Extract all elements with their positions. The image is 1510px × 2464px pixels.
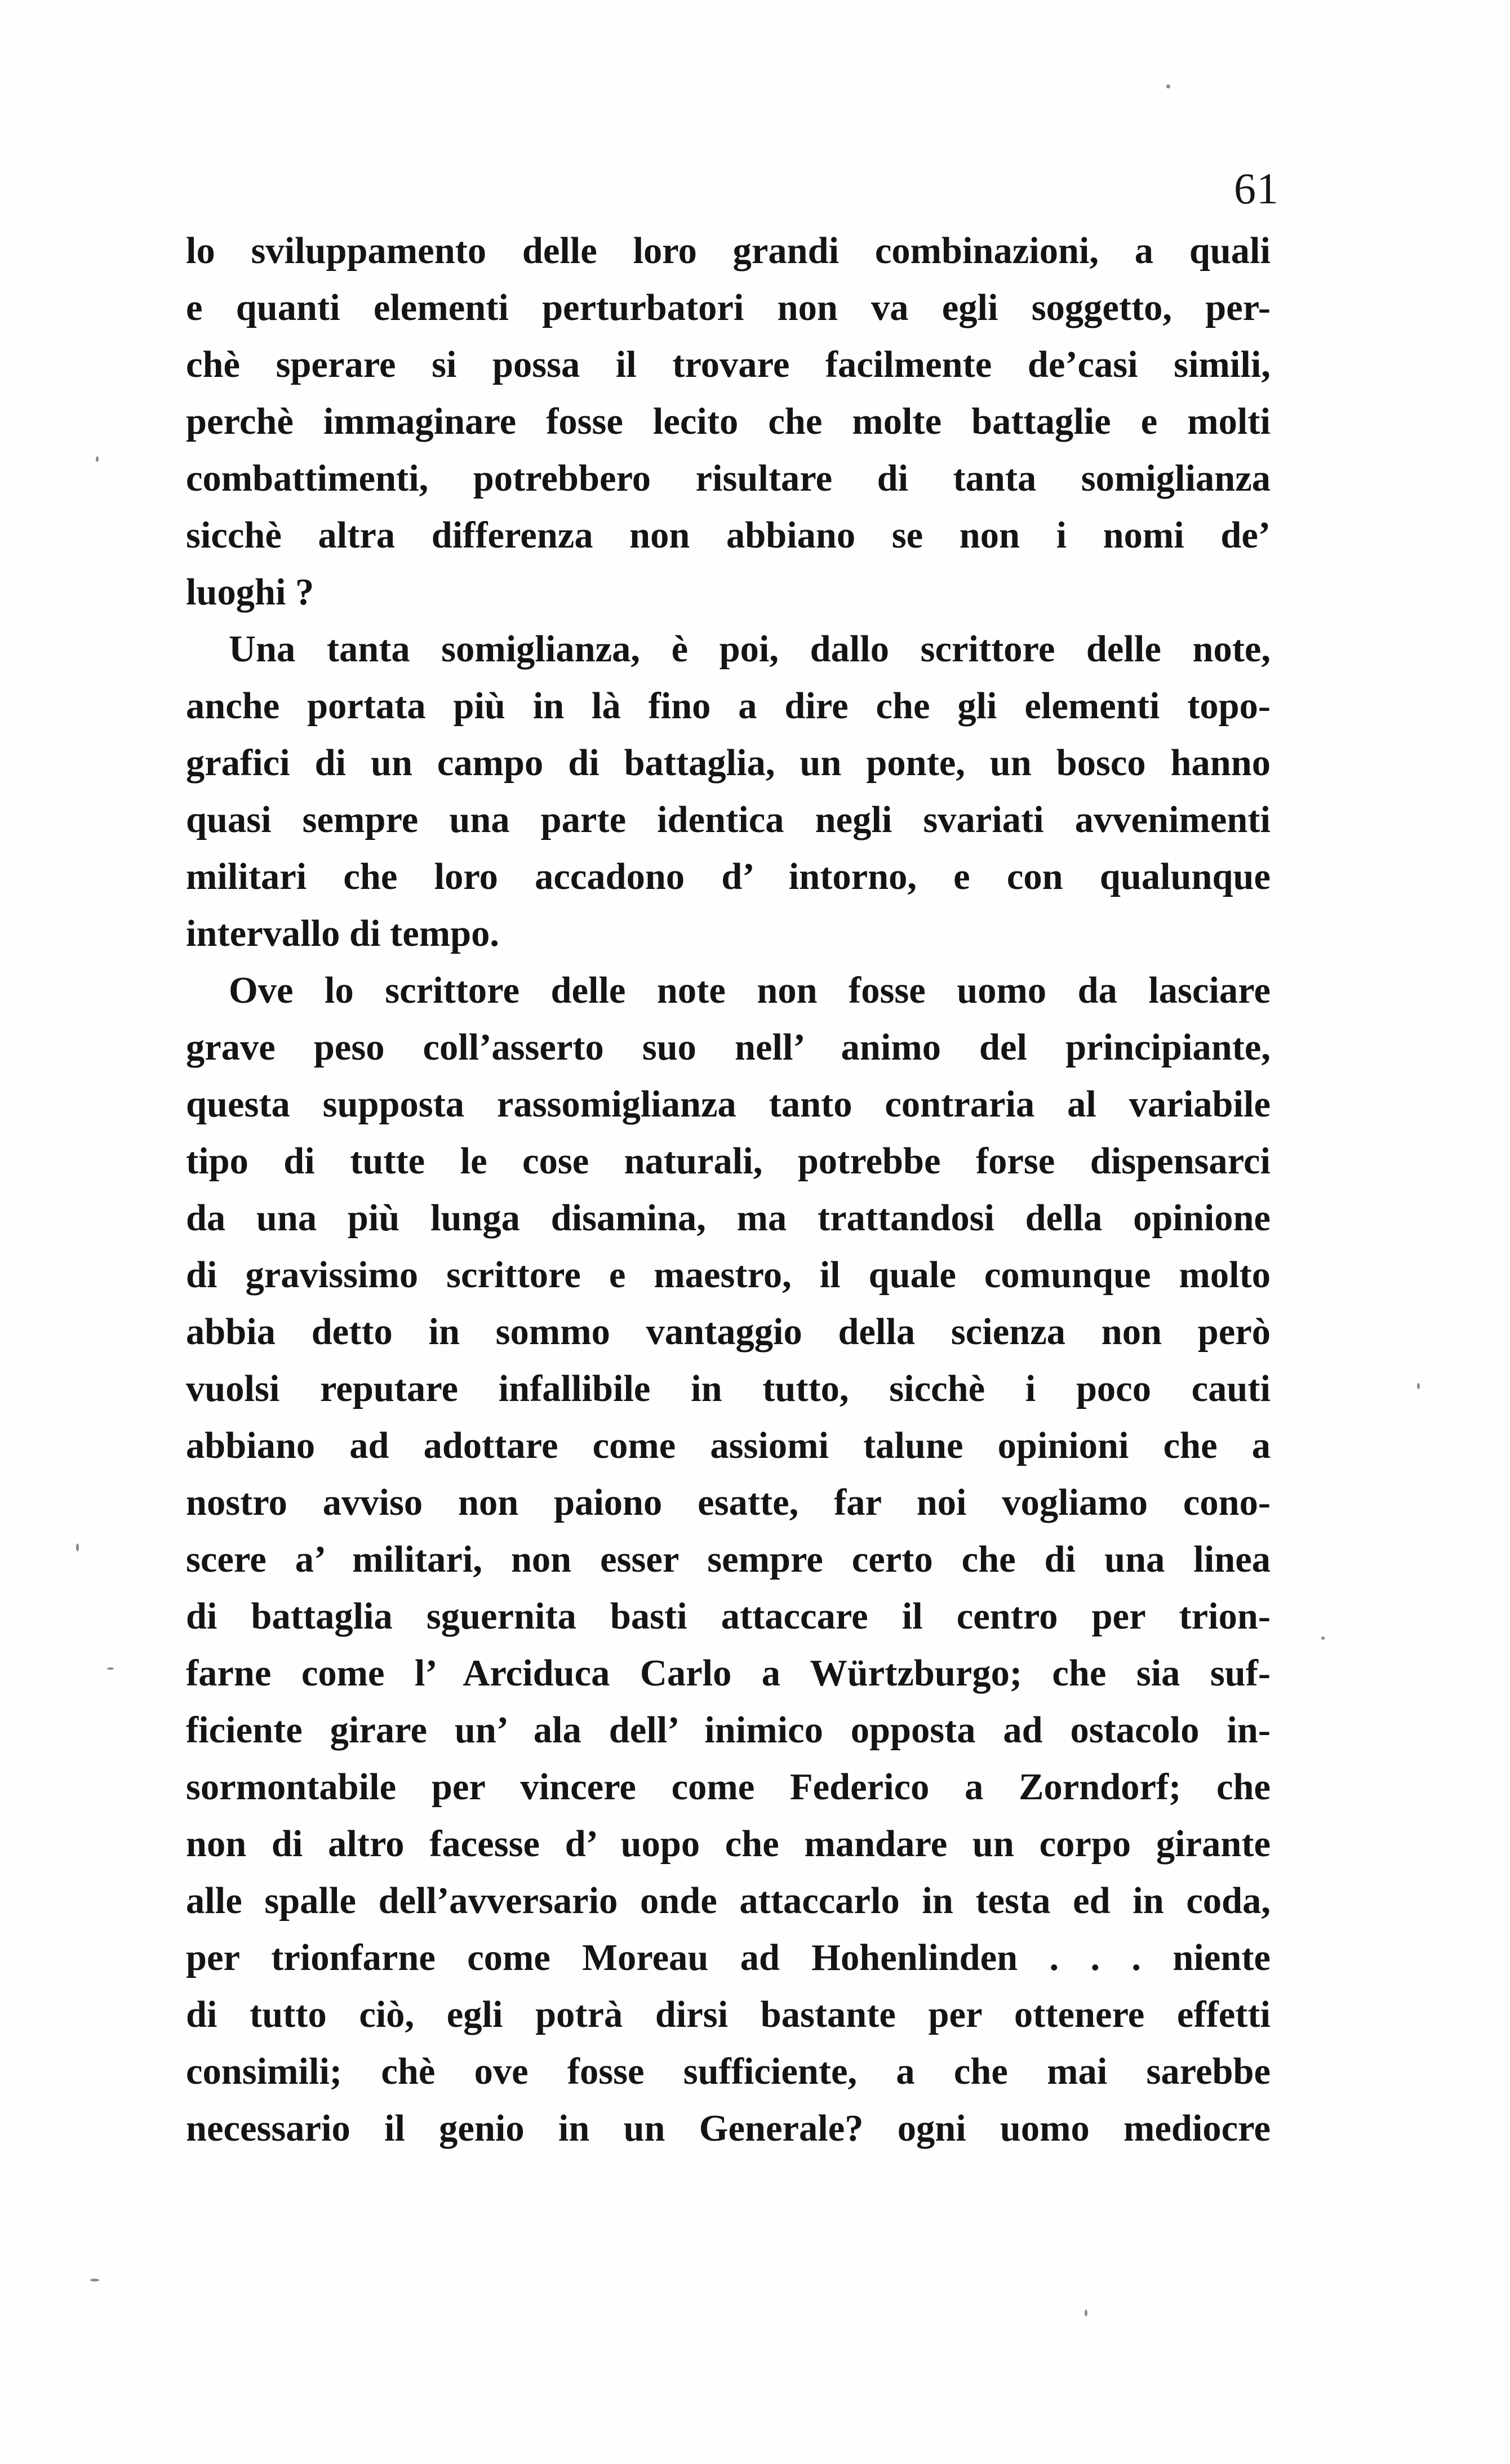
- text-line: ficiente girare un’ ala dell’ inimico opposta ad ostacolo in-: [186, 1710, 1271, 1751]
- text-line: questa supposta rassomiglianza tanto contraria al variabile: [186, 1084, 1271, 1125]
- text-line: Ove lo scrittore delle note non fosse uomo da lasciare: [229, 970, 1271, 1011]
- text-line: da una più lunga disamina, ma trattandosi della opinione: [186, 1198, 1271, 1239]
- paper-speck: [1166, 84, 1170, 88]
- paper-speck: [90, 2279, 99, 2281]
- text-line: non di altro facesse d’ uopo che mandare un corpo girante: [186, 1823, 1271, 1865]
- text-line: consimili; chè ove fosse sufficiente, a che mai sarebbe: [186, 2051, 1271, 2092]
- text-line: quasi sempre una parte identica negli svariati avvenimenti: [186, 799, 1271, 840]
- body-text: [186, 223, 1271, 2157]
- text-line: luoghi ?: [186, 572, 314, 613]
- text-line: abbiano ad adottare come assiomi talune opinioni che a: [186, 1425, 1271, 1466]
- text-line: necessario il genio in un Generale? ogni uomo mediocre: [186, 2108, 1271, 2149]
- text-line: intervallo di tempo.: [186, 913, 499, 954]
- text-line: tipo di tutte le cose naturali, potrebbe forse dispensarci: [186, 1141, 1271, 1182]
- text-line: per trionfarne come Moreau ad Hohenlinden . . . niente: [186, 1937, 1271, 1978]
- text-line: di gravissimo scrittore e maestro, il quale comunque molto: [186, 1255, 1271, 1296]
- text-line: anche portata più in là fino a dire che gli elementi topo-: [186, 686, 1271, 727]
- text-line: farne come l’ Arciduca Carlo a Würtzburgo; che sia suf-: [186, 1653, 1271, 1694]
- text-line: perchè immaginare fosse lecito che molte battaglie e molti: [186, 401, 1271, 442]
- paper-speck: [1321, 1636, 1325, 1640]
- paper-speck: [1085, 2310, 1087, 2316]
- text-line: vuolsi reputare infallibile in tutto, sicchè i poco cauti: [186, 1368, 1271, 1409]
- paper-speck: [96, 456, 99, 462]
- text-line: chè sperare si possa il trovare facilmente de’casi simili,: [186, 344, 1271, 385]
- text-line: sormontabile per vincere come Federico a Zorndorf; che: [186, 1767, 1271, 1808]
- text-line: combattimenti, potrebbero risultare di tanta somiglianza: [186, 458, 1271, 499]
- text-line: abbia detto in sommo vantaggio della scienza non però: [186, 1311, 1271, 1353]
- text-line: alle spalle dell’avversario onde attaccarlo in testa ed in coda,: [186, 1880, 1271, 1922]
- page-number: 61: [1234, 164, 1279, 213]
- text-line: di tutto ciò, egli potrà dirsi bastante per ottenere effetti: [186, 1994, 1271, 2035]
- text-line: lo sviluppamento delle loro grandi combinazioni, a quali: [186, 230, 1271, 272]
- text-line: Una tanta somiglianza, è poi, dallo scrittore delle note,: [229, 629, 1271, 670]
- text-line: di battaglia sguernita basti attaccare il centro per trion-: [186, 1596, 1271, 1637]
- paper-speck: [1417, 1383, 1420, 1389]
- text-line: e quanti elementi perturbatori non va egli soggetto, per-: [186, 287, 1271, 328]
- text-line: sicchè altra differenza non abbiano se non i nomi de’: [186, 515, 1271, 556]
- text-line: nostro avviso non paiono esatte, far noi vogliamo cono-: [186, 1482, 1271, 1523]
- paper-speck: [107, 1667, 114, 1670]
- text-line: grave peso coll’asserto suo nell’ animo del principiante,: [186, 1027, 1271, 1068]
- text-line: scere a’ militari, non esser sempre certo che di una linea: [186, 1539, 1271, 1580]
- paper-speck: [76, 1544, 79, 1551]
- text-line: grafici di un campo di battaglia, un ponte, un bosco hanno: [186, 742, 1271, 784]
- text-line: militari che loro accadono d’ intorno, e con qualunque: [186, 856, 1271, 897]
